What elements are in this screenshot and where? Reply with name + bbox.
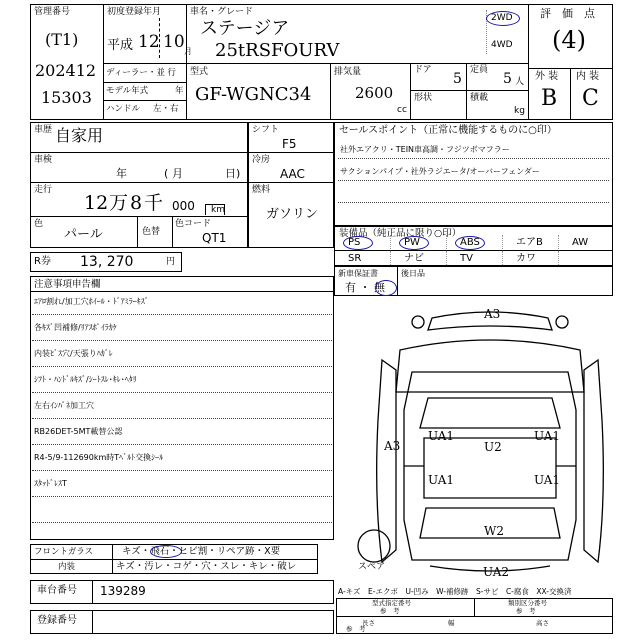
class-ref: 参 考	[516, 607, 536, 615]
sales-point-1: 社外エアクリ・TEIN車高調・フジツボマフラー	[340, 145, 510, 154]
mileage-rest: 000	[172, 199, 195, 213]
inspection-month: 月	[172, 167, 183, 180]
fuel: ガソリン	[266, 207, 319, 222]
mileage-sen: 8	[130, 192, 143, 214]
drive-2wd: 2WD	[491, 13, 513, 23]
inspection-day: 日)	[225, 167, 241, 180]
mgmt-no: 15303	[41, 88, 92, 107]
late-items-label: 後日品	[401, 269, 425, 278]
wheel-front-right	[556, 316, 568, 328]
doors: 5	[453, 71, 462, 87]
recycle-value: 13, 270	[80, 254, 134, 270]
front-body-outline	[396, 340, 584, 392]
first-reg-label: 初度登録年月	[107, 7, 162, 17]
rating: (4)	[552, 26, 586, 54]
month-unit: 月	[184, 47, 192, 56]
mgmt-label: 管理番号	[34, 7, 71, 17]
warranty-circle	[375, 280, 397, 296]
man-unit: 万	[109, 192, 129, 214]
cc-unit: cc	[397, 105, 407, 115]
note-item: RB26DET-5MT載替公認	[34, 427, 123, 436]
mark-back-glass: W2	[484, 524, 504, 538]
car-name-label: 車名・グレード	[190, 7, 254, 17]
interior-label: 内 装	[576, 71, 600, 82]
recycle-label: R券	[34, 256, 51, 267]
note-item: ｴｱﾛ割れ/加工穴ﾎｲｰﾙ・ﾄﾞｱﾐﾗｰｷｽﾞ	[34, 297, 149, 306]
usage-label: 車歴	[34, 125, 53, 135]
left-side-outline	[377, 360, 396, 562]
rating-label: 評 価 点	[540, 7, 595, 20]
usage: 自家用	[55, 126, 104, 145]
handle-label: ハンドル	[106, 104, 141, 114]
equipment-circle	[399, 236, 429, 250]
front-glass-label: フロントガラス	[34, 547, 93, 557]
grade: 25tRSFOURV	[215, 40, 340, 61]
note-item: 内装ﾋﾞｽ穴/天張りﾊｶﾞﾚ	[34, 349, 113, 358]
model-cert-ref: 参 考	[380, 607, 400, 615]
inspection-paren: (	[164, 167, 169, 180]
exterior-label: 外 装	[535, 71, 559, 82]
color: パール	[64, 227, 103, 242]
mark-rear: UA2	[483, 565, 510, 579]
front-glass-value: キズ・飛石・ヒビ割・リペア跡・X要	[122, 546, 281, 557]
drive-4wd: 4WD	[491, 40, 513, 50]
note-item: ｼﾌﾄ・ﾊﾝﾄﾞﾙｷｽﾞ/ｼｰﾄｽﾚ･ｷﾚ･ﾍﾀﾘ	[34, 375, 137, 384]
equipment-item: TV	[460, 253, 473, 264]
mgmt-date: 202412	[35, 61, 97, 80]
wheel-front-left	[412, 316, 424, 328]
car-name: ステージア	[200, 18, 290, 39]
color-code-label: 色コード	[175, 219, 212, 229]
vehicle-diagram	[340, 300, 620, 590]
fuel-label: 燃料	[252, 185, 271, 195]
equipment-item: PS	[348, 237, 361, 248]
equipment-item: AW	[572, 237, 589, 248]
dim-ref-label: 参 考	[346, 625, 366, 633]
note-item: ｽﾀｯﾄﾞﾚｽT	[34, 479, 67, 488]
mark-front: A3	[484, 307, 501, 321]
header-box	[30, 4, 613, 120]
mgmt-code: (T1)	[45, 30, 79, 49]
width-label: 幅	[448, 619, 455, 627]
ac-label: 冷房	[252, 155, 271, 165]
class-label: 類別区分番号	[508, 599, 547, 607]
shape-label: 形状	[414, 93, 433, 103]
note-item: R4-5/9-112690km時Tﾍﾞﾙﾄ交換ｼｰﾙ	[34, 453, 164, 462]
exterior-grade: B	[541, 86, 558, 111]
equipment-item: ABS	[460, 237, 480, 248]
equipment-circle	[343, 236, 373, 250]
capacity-unit: 人	[515, 77, 525, 87]
equipment-item: エアB	[516, 237, 543, 248]
equipment-item: カワ	[516, 253, 536, 264]
mark-rear-left: UA1	[428, 473, 455, 487]
model-year-label: モデル年式	[106, 86, 149, 96]
equipment-circle	[455, 236, 485, 250]
warranty-label: 新車保証書	[338, 269, 378, 278]
equipment-item: ナビ	[404, 253, 424, 264]
mark-mid-left: UA1	[428, 429, 455, 443]
equipment-item: SR	[348, 253, 362, 264]
shift: F5	[282, 137, 297, 151]
note-item: 各ｷｽﾞ凹補修/ﾘｱｽﾎﾟｲﾗｶｹ	[34, 323, 117, 332]
mileage-man: 12	[84, 192, 109, 214]
interior-damage-label: 内装	[58, 562, 76, 572]
inspection-year: 年	[116, 167, 127, 180]
equipment-title: 装備品（純正品に限り○印）	[339, 228, 462, 239]
windshield-outline	[420, 398, 560, 428]
recycle-unit: 円	[166, 257, 176, 267]
displacement: 2600	[355, 84, 394, 102]
color-code: QT1	[202, 231, 227, 245]
displacement-label: 排気量	[334, 67, 362, 77]
era: 平成	[107, 38, 134, 53]
model-type-label: 型式	[190, 67, 209, 77]
load-label: 積載	[470, 93, 489, 103]
spare-label: スペア	[358, 562, 386, 572]
ac: AAC	[280, 167, 305, 181]
capacity-label: 定員	[470, 65, 489, 75]
mark-mid-right: UA1	[534, 429, 561, 443]
mileage-label: 走行	[34, 185, 53, 195]
shift-label: シフト	[252, 125, 280, 135]
dealer-label: ディーラー・並 行	[106, 68, 177, 78]
mark-front-left: A3	[384, 439, 401, 453]
color-label: 色	[34, 219, 44, 229]
interior-grade: C	[582, 86, 599, 111]
height-label: 高さ	[536, 619, 549, 627]
chassis-label: 車台番号	[37, 585, 77, 596]
front-glass-circle	[150, 545, 182, 558]
length-label: 長さ	[362, 619, 375, 627]
model-type: GF-WGNC34	[195, 84, 312, 105]
sen-unit: 千	[144, 192, 164, 214]
model-cert-label: 型式指定番号	[372, 599, 411, 607]
note-item: 左右ｲﾝﾊﾟﾈ加工穴	[34, 401, 94, 410]
km-unit: km	[211, 205, 225, 215]
interior-damage-value: キズ・汚レ・コゲ・穴・スレ・キレ・破レ	[116, 561, 297, 572]
mark-roof: U2	[484, 440, 502, 454]
damage-legend: A-キズ E-エクボ U-凹み W-補修跡 S-サビ C-腐食 XX-交換済	[338, 587, 572, 596]
kg-unit: kg	[514, 106, 525, 116]
registration-label: 登録番号	[37, 615, 77, 626]
handle-value: 左・右	[153, 104, 179, 114]
doors-label: ドア	[414, 65, 432, 75]
sales-points-title: セールスポイント（正常に機能するものに○印）	[339, 125, 557, 136]
sales-point-2: サクションパイプ・社外ラジエータ/オーバーフェンダー	[340, 167, 540, 176]
reg-month: 10	[163, 32, 185, 52]
right-side-outline	[584, 360, 603, 562]
model-year-unit: 年	[175, 86, 184, 96]
repaint-label: 色替	[142, 227, 161, 237]
warranty-value: 有 ・ 無	[345, 281, 385, 294]
capacity: 5	[503, 71, 512, 87]
reg-year: 12	[138, 32, 160, 52]
notes-title: 注意事項申告欄	[34, 279, 101, 290]
equipment-item: PW	[404, 237, 420, 248]
inspection-label: 車検	[34, 155, 53, 165]
spare-tire	[358, 530, 390, 562]
mark-rear-right: UA1	[534, 473, 561, 487]
chassis-no: 139289	[100, 584, 146, 598]
